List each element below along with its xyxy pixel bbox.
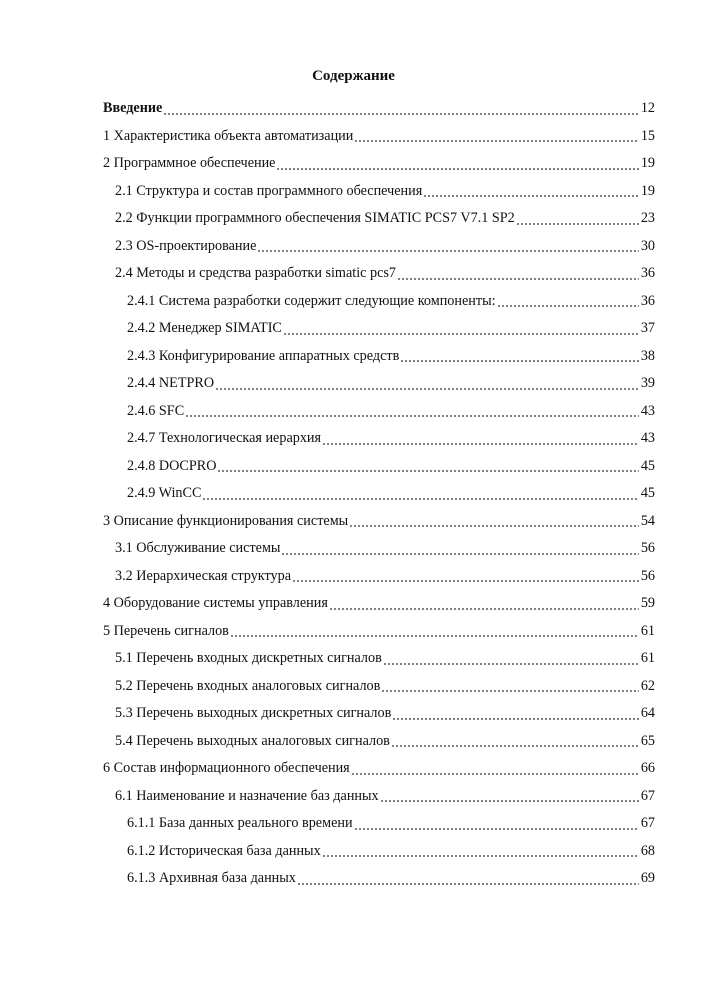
- toc-entry[interactable]: [127, 315, 655, 343]
- toc-entry-page-number: 43: [640, 430, 655, 447]
- toc-entry[interactable]: [127, 838, 655, 866]
- toc-entry-label: 6 Состав информационного обеспечения: [103, 760, 350, 777]
- toc-entry-page-number: 38: [640, 347, 655, 364]
- toc-entry-page-number: 59: [640, 595, 655, 612]
- toc-entry[interactable]: [127, 370, 655, 398]
- toc-entry-page-number: 56: [640, 540, 655, 557]
- dot-leader: [354, 129, 638, 143]
- toc-entry[interactable]: [115, 535, 655, 563]
- toc-entry-label: 6.1.2 Историческая база данных: [127, 842, 321, 859]
- toc-entry[interactable]: [103, 123, 655, 151]
- toc-entry-label: 2.4.7 Технологическая иерархия: [127, 430, 322, 447]
- toc-entry[interactable]: [115, 563, 655, 591]
- toc-entry[interactable]: [103, 150, 655, 178]
- toc-entry[interactable]: [103, 755, 655, 783]
- toc-entry[interactable]: [127, 453, 655, 481]
- toc-entry[interactable]: [115, 233, 655, 261]
- toc-entry-label: 2.4 Методы и средства разработки simatic pcs7: [115, 265, 396, 282]
- dot-leader: [391, 734, 639, 748]
- toc-entry-page-number: 61: [640, 650, 655, 667]
- toc-entry-label: 5 Перечень сигналов: [103, 622, 229, 639]
- toc-entry-label: 2.4.8 DOCPRO: [127, 457, 217, 474]
- toc-entry-page-number: 69: [640, 870, 655, 887]
- dot-leader: [349, 514, 639, 528]
- toc-entry-label: 5.2 Перечень входных аналоговых сигналов: [115, 677, 381, 694]
- toc-entry-label: 2.1 Структура и состав программного обеспечения: [115, 182, 423, 199]
- toc-entry[interactable]: [127, 865, 655, 893]
- toc-entry-page-number: 56: [640, 567, 655, 584]
- toc-entry[interactable]: [127, 810, 655, 838]
- toc-entry-page-number: 19: [640, 155, 655, 172]
- toc-entry[interactable]: [103, 95, 655, 123]
- toc-entry[interactable]: [115, 645, 655, 673]
- toc-entry-label: Введение: [103, 100, 163, 117]
- toc-entry-label: 2 Программное обеспечение: [103, 155, 276, 172]
- toc-entry-label: 4 Оборудование системы управления: [103, 595, 328, 612]
- toc-entry-page-number: 36: [640, 292, 655, 309]
- toc-entry-label: 5.4 Перечень выходных аналоговых сигналов: [115, 732, 390, 749]
- toc-entry[interactable]: [115, 178, 655, 206]
- dot-leader: [381, 679, 638, 693]
- toc-entry-label: 6.1 Наименование и назначение баз данных: [115, 787, 379, 804]
- dot-leader: [423, 184, 639, 198]
- toc-entry-page-number: 19: [640, 182, 655, 199]
- dot-leader: [217, 459, 638, 473]
- toc-entry-page-number: 54: [640, 512, 655, 529]
- toc-entry-page-number: 45: [640, 457, 655, 474]
- toc-entry[interactable]: [103, 618, 655, 646]
- dot-leader: [292, 569, 639, 583]
- dot-leader: [383, 652, 639, 666]
- toc-entry-page-number: 36: [640, 265, 655, 282]
- toc-entry-label: 2.2 Функции программного обеспечения SIMATIC PCS7 V7.1 SP2: [115, 210, 515, 227]
- dot-leader: [322, 432, 639, 446]
- toc-entry-label: 2.4.1 Система разработки содержит следующие компоненты:: [127, 292, 496, 309]
- dot-leader: [354, 817, 639, 831]
- dot-leader: [257, 239, 638, 253]
- dot-leader: [497, 294, 639, 308]
- dot-leader: [329, 597, 639, 611]
- toc-entry-page-number: 66: [640, 760, 655, 777]
- toc-entry-label: 1 Характеристика объекта автоматизации: [103, 127, 354, 144]
- page-title: Содержание: [312, 68, 395, 84]
- toc-entry-label: 3 Описание функционирования системы: [103, 512, 349, 529]
- toc-entry-label: 6.1.1 База данных реального времени: [127, 815, 353, 832]
- toc-entry[interactable]: [127, 480, 655, 508]
- toc-entry[interactable]: [127, 425, 655, 453]
- dot-leader: [281, 542, 638, 556]
- toc-entry-page-number: 68: [640, 842, 655, 859]
- toc-entry[interactable]: [115, 700, 655, 728]
- toc-entry-page-number: 37: [640, 320, 655, 337]
- toc-entry-label: 3.2 Иерархическая структура: [115, 567, 291, 584]
- dot-leader: [230, 624, 639, 638]
- toc-entry[interactable]: [115, 728, 655, 756]
- toc-entry-label: 2.4.3 Конфигурирование аппаратных средств: [127, 347, 400, 364]
- toc-entry-label: 5.1 Перечень входных дискретных сигналов: [115, 650, 382, 667]
- toc-entry-label: 5.3 Перечень выходных дискретных сигналов: [115, 705, 392, 722]
- dot-leader: [351, 762, 639, 776]
- toc-entry[interactable]: [127, 398, 655, 426]
- toc-entry-label: 2.4.4 NETPRO: [127, 375, 215, 392]
- dot-leader: [297, 872, 639, 886]
- toc-entry-page-number: 43: [640, 402, 655, 419]
- dot-leader: [322, 844, 639, 858]
- toc-entry-page-number: 65: [640, 732, 655, 749]
- dot-leader: [163, 102, 638, 116]
- dot-leader: [202, 487, 638, 501]
- dot-leader: [215, 377, 639, 391]
- toc-entry-label: 3.1 Обслуживание системы: [115, 540, 281, 557]
- toc-entry-page-number: 62: [640, 677, 655, 694]
- toc-entry-label: 2.4.9 WinCC: [127, 485, 202, 502]
- dot-leader: [380, 789, 639, 803]
- toc-entry[interactable]: [115, 783, 655, 811]
- toc-entry[interactable]: [103, 508, 655, 536]
- toc-entry-label: 6.1.3 Архивная база данных: [127, 870, 296, 887]
- toc-entry-page-number: 15: [640, 127, 655, 144]
- toc-entry[interactable]: [127, 343, 655, 371]
- toc-entry-page-number: 64: [640, 705, 655, 722]
- toc-entry-page-number: 67: [640, 787, 655, 804]
- toc-entry-label: 2.4.2 Менеджер SIMATIC: [127, 320, 282, 337]
- toc-entry-page-number: 45: [640, 485, 655, 502]
- toc-entry-page-number: 61: [640, 622, 655, 639]
- toc-entry[interactable]: [103, 590, 655, 618]
- dot-leader: [185, 404, 639, 418]
- toc-entry[interactable]: [115, 673, 655, 701]
- toc-entry[interactable]: [115, 260, 655, 288]
- toc-entry[interactable]: [115, 205, 655, 233]
- toc-entry-page-number: 39: [640, 375, 655, 392]
- table-of-contents: [0, 95, 707, 893]
- dot-leader: [276, 157, 638, 171]
- dot-leader: [400, 349, 639, 363]
- toc-entry-page-number: 12: [640, 100, 655, 117]
- toc-entry[interactable]: [127, 288, 655, 316]
- dot-leader: [283, 322, 639, 336]
- toc-entry-page-number: 67: [640, 815, 655, 832]
- dot-leader: [516, 212, 639, 226]
- toc-entry-page-number: 23: [640, 210, 655, 227]
- dot-leader: [397, 267, 639, 281]
- toc-entry-label: 2.4.6 SFC: [127, 402, 185, 419]
- toc-entry-page-number: 30: [640, 237, 655, 254]
- toc-entry-label: 2.3 OS-проектирование: [115, 237, 257, 254]
- dot-leader: [392, 707, 639, 721]
